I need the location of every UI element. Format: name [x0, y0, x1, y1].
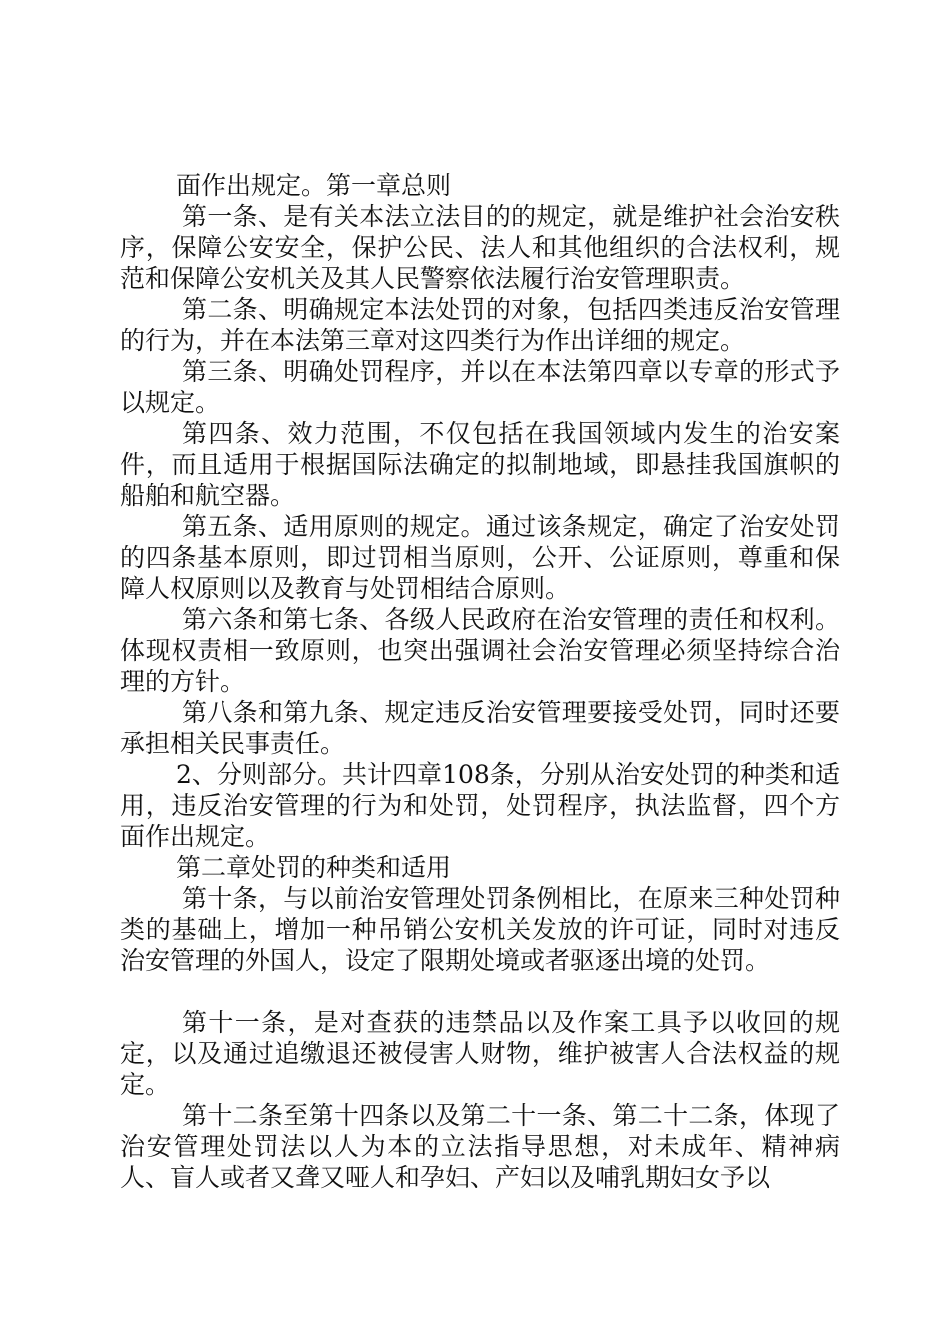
chapter-2-heading: 第二章处罚的种类和适用: [176, 853, 452, 882]
paragraph-section-2: 2、分则部分。共计四章108条，分别从治安处罚的种类和适用，违反治安管理的行为和处罚，处罚程序，执法监督，四个方面作出规定。: [120, 760, 840, 851]
paragraph-article-1: 第一条、是有关本法立法目的的规定，就是维护社会治安秩序，保障公安安全，保护公民、法人和其他组织的合法权利，规范和保障公安机关及其人民警察依法履行治安管理职责。: [120, 202, 840, 293]
paragraph-article-2: 第二条、明确规定本法处罚的对象，包括四类违反治安管理的行为，并在本法第三章对这四类行为作出详细的规定。: [120, 295, 840, 355]
paragraph-article-11: 第十一条，是对查获的违禁品以及作案工具予以收回的规定，以及通过追缴退还被侵害人财物，维护被害人合法权益的规定。: [120, 1008, 840, 1099]
paragraph-article-12-14: 第十二条至第十四条以及第二十一条、第二十二条，体现了治安管理处罚法以人为本的立法指导思想，对未成年、精神病人、盲人或者又聋又哑人和孕妇、产妇以及哺乳期妇女予以: [120, 1101, 840, 1192]
document-body: [120, 170, 840, 1193]
paragraph-article-3: 第三条、明确处罚程序，并以在本法第四章以专章的形式予以规定。: [120, 357, 840, 417]
paragraph-article-8-9: 第八条和第九条、规定违反治安管理要接受处罚，同时还要承担相关民事责任。: [120, 698, 840, 758]
paragraph-article-4: 第四条、效力范围，不仅包括在我国领域内发生的治安案件，而且适用于根据国际法确定的拟制地域，即悬挂我国旗帜的船舶和航空器。: [120, 419, 840, 510]
paragraph-intro: 面作出规定。第一章总则: [176, 171, 452, 200]
paragraph-article-5: 第五条、适用原则的规定。通过该条规定，确定了治安处罚的四条基本原则，即过罚相当原则，公开、公证原则，尊重和保障人权原则以及教育与处罚相结合原则。: [120, 512, 840, 603]
paragraph-article-10: 第十条，与以前治安管理处罚条例相比，在原来三种处罚种类的基础上，增加一种吊销公安机关发放的许可证，同时对违反治安管理的外国人，设定了限期处境或者驱逐出境的处罚。: [120, 884, 840, 975]
paragraph-article-6-7: 第六条和第七条、各级人民政府在治安管理的责任和权利。体现权责相一致原则，也突出强调社会治安管理必须坚持综合治理的方针。: [120, 605, 840, 696]
